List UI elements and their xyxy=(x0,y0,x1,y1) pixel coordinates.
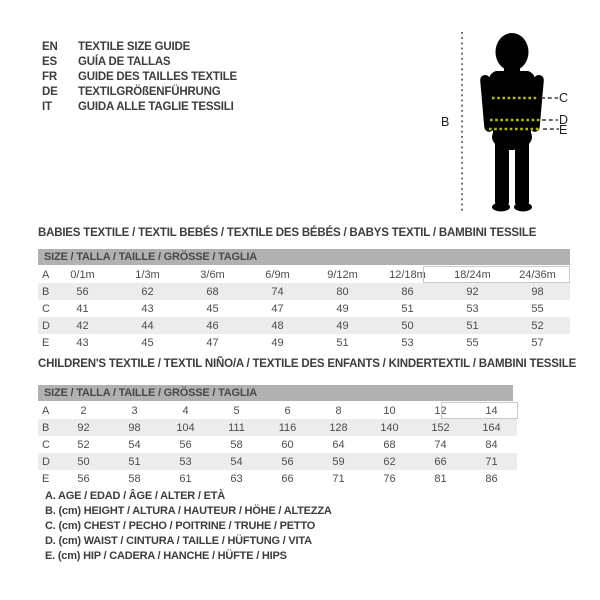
size-cell: 0/1m xyxy=(70,268,95,281)
size-cell: 43 xyxy=(76,336,89,349)
babies-table-title: BABIES TEXTILE / TEXTIL BEBÉS / TEXTILE DES BÉBÉS / BABYS TEXTIL / BAMBINI TESSILE xyxy=(38,227,537,239)
size-cell: 51 xyxy=(336,336,349,349)
size-cell: 51 xyxy=(128,455,141,468)
size-cell: 140 xyxy=(380,421,399,434)
size-cell: 53 xyxy=(179,455,192,468)
size-cell: 48 xyxy=(271,319,284,332)
children-table-title: CHILDREN'S TEXTILE / TEXTIL NIÑO/A / TEXTILE DES ENFANTS / KINDERTEXTIL / BAMBINI TESSILE xyxy=(38,358,577,370)
size-cell: 6 xyxy=(284,404,291,417)
size-cell: 5 xyxy=(233,404,240,417)
size-cell: 49 xyxy=(271,336,284,349)
child-silhouette xyxy=(480,33,544,212)
size-cell: 54 xyxy=(128,438,141,451)
measurement-legend xyxy=(45,489,332,564)
size-cell: 10 xyxy=(383,404,396,417)
size-cell: 6/9m xyxy=(265,268,290,281)
size-cell: 24/36m xyxy=(519,268,556,281)
language-title-list xyxy=(42,40,237,115)
size-cell: 12/18m xyxy=(389,268,426,281)
child-silhouette-figure xyxy=(430,10,600,220)
figure-label-chest: C xyxy=(559,91,569,105)
size-cell: 55 xyxy=(466,336,479,349)
language-title: GUÍA DE TALLAS xyxy=(78,56,171,68)
language-code: EN xyxy=(42,41,58,53)
row-label: B xyxy=(42,421,50,434)
size-cell: 84 xyxy=(485,438,498,451)
children-size-highlight-box xyxy=(441,402,518,419)
babies-size-highlight-box xyxy=(423,266,570,283)
size-cell: 152 xyxy=(431,421,450,434)
size-row-D xyxy=(38,453,517,470)
size-cell: 116 xyxy=(278,421,297,434)
size-cell: 52 xyxy=(77,438,90,451)
size-row-E xyxy=(38,334,570,351)
size-cell: 66 xyxy=(281,472,294,485)
size-cell: 52 xyxy=(531,319,544,332)
size-cell: 46 xyxy=(206,319,219,332)
language-row xyxy=(42,85,237,100)
size-cell: 57 xyxy=(531,336,544,349)
size-cell: 56 xyxy=(76,285,89,298)
size-cell: 86 xyxy=(485,472,498,485)
legend-line: E. (cm) HIP / CADERA / HANCHE / HÜFTE / HIPS xyxy=(45,550,287,562)
size-cell: 53 xyxy=(466,302,479,315)
language-title: TEXTILGRÖßENFÜHRUNG xyxy=(78,86,221,98)
size-cell: 49 xyxy=(336,302,349,315)
row-label: E xyxy=(42,336,50,349)
size-row-E xyxy=(38,470,517,487)
size-cell: 63 xyxy=(230,472,243,485)
size-cell: 44 xyxy=(141,319,154,332)
row-label: D xyxy=(42,455,50,468)
size-row-C xyxy=(38,300,570,317)
size-cell: 62 xyxy=(383,455,396,468)
size-cell: 104 xyxy=(176,421,195,434)
size-cell: 4 xyxy=(182,404,189,417)
size-cell: 61 xyxy=(179,472,192,485)
size-cell: 12 xyxy=(434,404,447,417)
size-cell: 42 xyxy=(76,319,89,332)
size-cell: 50 xyxy=(401,319,414,332)
size-cell: 43 xyxy=(141,302,154,315)
size-cell: 2 xyxy=(80,404,87,417)
size-cell: 68 xyxy=(206,285,219,298)
size-cell: 164 xyxy=(482,421,501,434)
size-cell: 18/24m xyxy=(454,268,491,281)
row-label: E xyxy=(42,472,50,485)
legend-line: D. (cm) WAIST / CINTURA / TAILLE / HÜFTUNG / VITA xyxy=(45,535,312,547)
size-row-B xyxy=(38,419,517,436)
size-cell: 9/12m xyxy=(327,268,358,281)
size-cell: 74 xyxy=(434,438,447,451)
language-row xyxy=(42,55,237,70)
size-cell: 81 xyxy=(434,472,447,485)
language-code: FR xyxy=(42,71,57,83)
size-cell: 59 xyxy=(332,455,345,468)
size-cell: 74 xyxy=(271,285,284,298)
size-cell: 47 xyxy=(206,336,219,349)
size-cell: 3/6m xyxy=(200,268,225,281)
row-label: A xyxy=(42,404,50,417)
size-cell: 45 xyxy=(141,336,154,349)
language-code: IT xyxy=(42,101,52,113)
row-label: B xyxy=(42,285,50,298)
row-label: C xyxy=(42,302,50,315)
figure-label-hip: E xyxy=(559,123,568,137)
row-label: D xyxy=(42,319,50,332)
size-cell: 3 xyxy=(131,404,138,417)
size-cell: 58 xyxy=(230,438,243,451)
size-cell: 92 xyxy=(466,285,479,298)
size-cell: 49 xyxy=(336,319,349,332)
size-cell: 50 xyxy=(77,455,90,468)
size-cell: 92 xyxy=(77,421,90,434)
size-cell: 56 xyxy=(281,455,294,468)
size-cell: 1/3m xyxy=(135,268,160,281)
size-cell: 55 xyxy=(531,302,544,315)
size-cell: 86 xyxy=(401,285,414,298)
size-row-D xyxy=(38,317,570,334)
size-cell: 47 xyxy=(271,302,284,315)
size-cell: 45 xyxy=(206,302,219,315)
legend-line: A. AGE / EDAD / ÂGE / ALTER / ETÀ xyxy=(45,490,226,502)
size-cell: 8 xyxy=(335,404,342,417)
size-cell: 98 xyxy=(531,285,544,298)
legend-line: B. (cm) HEIGHT / ALTURA / HAUTEUR / HÖHE / ALTEZZA xyxy=(45,505,332,517)
figure-label-height: B xyxy=(441,115,450,129)
language-row xyxy=(42,100,237,115)
size-cell: 56 xyxy=(77,472,90,485)
babies-size-header: SIZE / TALLA / TAILLE / GRÖSSE / TAGLIA xyxy=(38,249,570,265)
size-cell: 71 xyxy=(485,455,498,468)
size-cell: 60 xyxy=(281,438,294,451)
children-size-header: SIZE / TALLA / TAILLE / GRÖSSE / TAGLIA xyxy=(38,385,513,401)
size-cell: 66 xyxy=(434,455,447,468)
size-cell: 64 xyxy=(332,438,345,451)
language-code: ES xyxy=(42,56,57,68)
size-cell: 62 xyxy=(141,285,154,298)
size-row-C xyxy=(38,436,517,453)
size-cell: 76 xyxy=(383,472,396,485)
size-cell: 51 xyxy=(466,319,479,332)
size-cell: 14 xyxy=(485,404,498,417)
size-cell: 111 xyxy=(228,421,245,434)
size-cell: 68 xyxy=(383,438,396,451)
figure-label-waist: D xyxy=(559,113,569,127)
row-label: C xyxy=(42,438,50,451)
language-title: GUIDA ALLE TAGLIE TESSILI xyxy=(78,101,234,113)
size-cell: 58 xyxy=(128,472,141,485)
size-cell: 128 xyxy=(329,421,348,434)
size-cell: 56 xyxy=(179,438,192,451)
language-row xyxy=(42,70,237,85)
size-cell: 71 xyxy=(332,472,345,485)
language-title: GUIDE DES TAILLES TEXTILE xyxy=(78,71,237,83)
size-cell: 80 xyxy=(336,285,349,298)
legend-line: C. (cm) CHEST / PECHO / POITRINE / TRUHE / PETTO xyxy=(45,520,316,532)
size-cell: 54 xyxy=(230,455,243,468)
language-code: DE xyxy=(42,86,58,98)
size-cell: 98 xyxy=(128,421,141,434)
size-row-B xyxy=(38,283,570,300)
language-title: TEXTILE SIZE GUIDE xyxy=(78,41,191,53)
language-row xyxy=(42,40,237,55)
size-cell: 53 xyxy=(401,336,414,349)
size-cell: 41 xyxy=(76,302,89,315)
row-label: A xyxy=(42,268,50,281)
size-cell: 51 xyxy=(401,302,414,315)
